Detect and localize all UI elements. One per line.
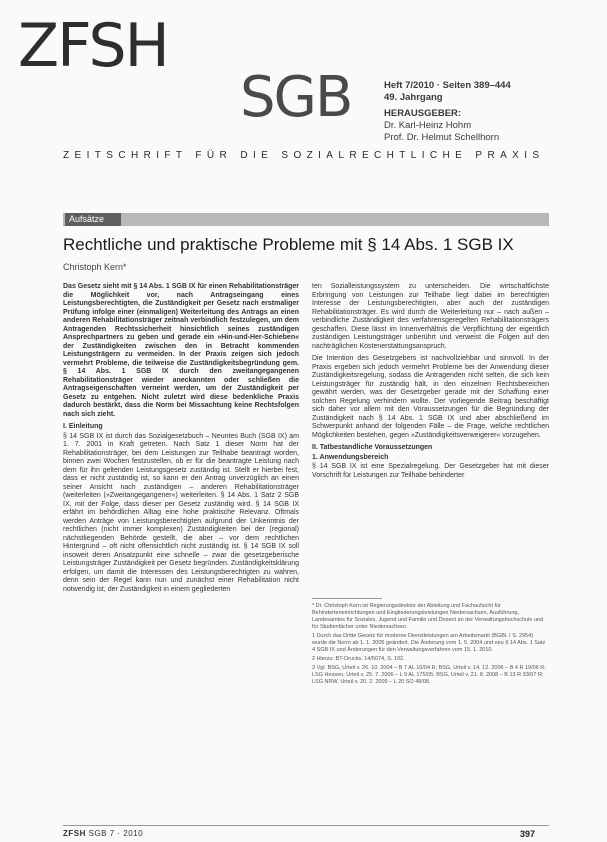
masthead-info: [384, 80, 511, 144]
footnote-rule: [312, 598, 382, 599]
footer-rule: [63, 825, 549, 826]
paragraph-3: Die Intention des Gesetzgebers ist nachvollziehbar und sinnvoll. In der Praxis ergeben sich jedoch vermehrt Probleme bei der Anwendung dieser Zuständigkeitsregelung, sodass die Antragenden nicht selten, die sich kein Leistungsträger für zuständig hält, in den einzelnen Rechtsbereichen gewährt werden, was der Gesetzgeber gerade mit der Schaffung einer solchen Regelung verhindern wollte. Der vorliegende Beitrag beschäftigt sich daher vor allem mit den Voraussetzungen für die Begründung der Zuständigkeit nach § 14 Abs. 1 SGB IX und aber abschließend im Schwerpunkt anhand der folgenden Fälle – die Frage, welche rechtlichen Möglichkeiten bestehen, gegen »Zuständigkeitsverweigerer« vorzugehen.: [312, 355, 549, 439]
section-label: Aufsätze: [65, 213, 121, 226]
publisher-2: Prof. Dr. Helmut Schellhorn: [384, 132, 500, 143]
abstract: Das Gesetz sieht mit § 14 Abs. 1 SGB IX für einen Rehabilitationsträger die Möglichkeit vor, nach Antragseingang eines Leistungsberechtigten, die Zuständigkeit per Gesetz nach erstmaliger Prüfung infolge einer (einmaligen) Weiterleitung des Antrags an einen anderen Rehabilitationsträger zeitnah verbindlich festzulegen, um dem Antragenden Rechtssicherheit hinsichtlich seines zuständigen Ansprechpartners zu geben und gerade ein »Hin-und-Her-Schieben« der Zuständigkeiten zwischen den in Betracht kommenden Leistungsträgern zu vermeiden. In der Praxis zeigen sich jedoch vermehrt Probleme, die teilweise die Zuständigkeitsbegründung gem. § 14 Abs. 1 SGB IX durch den zweitangegangenen Rehabilitationsträger wieder aneckannten oder schließen die Antragseigenschaften verneint werden, um der Zuständigkeit per Gesetz zu entgehen. Nicht zuletzt wird diese bedenkliche Praxis dadurch bestärkt, dass die Norm bei Missachtung keine Rechtsfolgen nach sich zieht.: [63, 283, 299, 418]
paragraph-2: ten Sozialleistungssystem zu unterscheiden. Die wirtschaftlichste Erbringung von Leistungen zur Teilhabe liegt dabei im berechtigten Interesse der Leistungsberechtigten, aber auch der zuständigen Rehabilitationsträger. Es wird durch die Weiterleitung nur – nach außen – verbindliche Zuständigkeit des verfahrensgeregelten Rehabilitationsträgers geschaffen. Diese lässt im Innenverhältnis die Verpflichtung der eigentlich zuständigen Leistungsträger unberührt und verweist die Folgen auf den nachträglichen Kostenerstattungsanspruch.: [312, 283, 549, 350]
page-number: 397: [520, 829, 536, 839]
right-column: [312, 283, 549, 484]
footer-journal: [63, 829, 143, 838]
publisher-label: HERAUSGEBER:: [384, 108, 462, 119]
article-title: Rechtliche und praktische Probleme mit § 14 Abs. 1 SGB IX: [63, 235, 514, 254]
section-bar: [63, 213, 549, 226]
heading-einleitung: I. Einleitung: [63, 423, 103, 430]
footnote-3: 3 Vgl. BSG, Urteil v. 26. 10. 2004 – B 7 AL 16/04 R; BSG, Urteil v. 14. 12. 2006 – B 4 R 19/06 R; LSG Hessen, Urteil v. 25. 7. 2006 – L 9 AL 175/05; BSG, Urteil v. 21. 8. 2008 – B 13 R 33/07 R; LSG NRW, Urteil v. 20. 2. 2009 – L 20 SO 48/08.: [312, 665, 546, 685]
publisher-1: Dr. Karl-Heinz Hohm: [384, 120, 472, 131]
footnote-1: 1 Durch das Dritte Gesetz für moderne Dienstleistungen am Arbeitsmarkt (BGBl. I S. 2954) wurde die Norm ab 1. 1. 2005 geändert. Die Änderung vom 1. 5. 2004 und neu § 14 Abs. 1 Satz 4 SGB IX und Änderungen für den Verwaltungsverfahren vom 15. 1. 2010.: [312, 633, 546, 653]
paragraph-1: § 14 SGB IX ist durch das Sozialgesetzbuch – Neuntes Buch (SGB IX) am 1. 7. 2001 in Kraft getreten. Nach Satz 1 dieser Norm hat der Rehabilitationsträger, bei dem Leistungen zur Teilhabe beantragt worden, binnen zwei Wochen festzustellen, ob er für die beantragte Leistung nach dem für ihn geltenden Leistungsgesetz zuständig ist. Stellt er hierbei fest, dass er nicht zuständig ist, so kann er den Antrag unverzüglich an einen seiner Ansicht nach zuständigen – anderen Rehabilitationsträger (weiterleiten (»Zweitangegangener«) weiterleiten. § 14 Abs. 1 Satz 2 SGB IX, mit der Folge, dass dieser per Gesetz zuständig wird. § 14 SGB IX erfährt im behördlichen Alltag eine hohe praktische Relevanz. Oftmals werden Anträge von Leistungsberechtigten aufgrund der Unkenntnis der rechtlichen (nicht immer komplexen) Zuständigkeiten bei der (regional) nächstliegenden Behörde gestellt, die aber – vor dem rechtlichen Hintergrund – oft nicht offensichtlich nicht zuständig ist. § 14 SGB IX soll insoweit deren Ansatzpunkt eine schnelle – zwar die gesetzgeberische Leistungsträger Zuständigkeit per Gesetz begründen. Zuständigkeitsklärung erfolgen, um damit die Interessen des Leistungsberechtigten zu wahren, denn sein der Regel kann nun und zunächst einer Rehabilitation nicht notwendig ist, der Zuständigkeit in einem gegliederten: [63, 432, 299, 593]
logo-zfsh: ZFSH: [18, 11, 168, 81]
footer-journal-bold: ZFSH: [63, 829, 86, 838]
footnote-2: 2 Hierzu: BT-Drucks. 14/5074, S. 102.: [312, 656, 405, 662]
paragraph-4: § 14 SGB IX ist eine Spezialregelung. Der Gesetzgeber hat mit dieser Vorschrift für Leistungen zur Teilhabe behinderter: [312, 463, 549, 479]
footnotes: [312, 603, 549, 688]
article-author: Christoph Kern*: [63, 262, 127, 272]
issue-line: Heft 7/2010 · Seiten 389–444: [384, 80, 511, 91]
tagline: ZEITSCHRIFT FÜR DIE SOZIALRECHTLICHE PRAXIS: [63, 150, 545, 161]
left-column: [63, 283, 299, 598]
volume-line: 49. Jahrgang: [384, 92, 443, 103]
heading-anwendungsbereich: 1. Anwendungsbereich: [312, 453, 389, 461]
footer-journal-rest: SGB 7 · 2010: [88, 829, 144, 838]
footnote-0: * Dr. Christoph Kern ist Regierungsdirektor der Abteilung und Fachaufsicht für Behinderteneinrichtungen und Eingliederungsleistungen Niedersachsen, Ausführung, Landesamtes für Soziales, Jugend und Familie und Dozent an der Verwaltungshochschule und für Studienfächer unter Niedersachsen.: [312, 603, 544, 630]
logo-sgb: SGB: [240, 65, 352, 130]
heading-voraussetzungen: II. Tatbestandliche Voraussetzungen: [312, 444, 433, 451]
